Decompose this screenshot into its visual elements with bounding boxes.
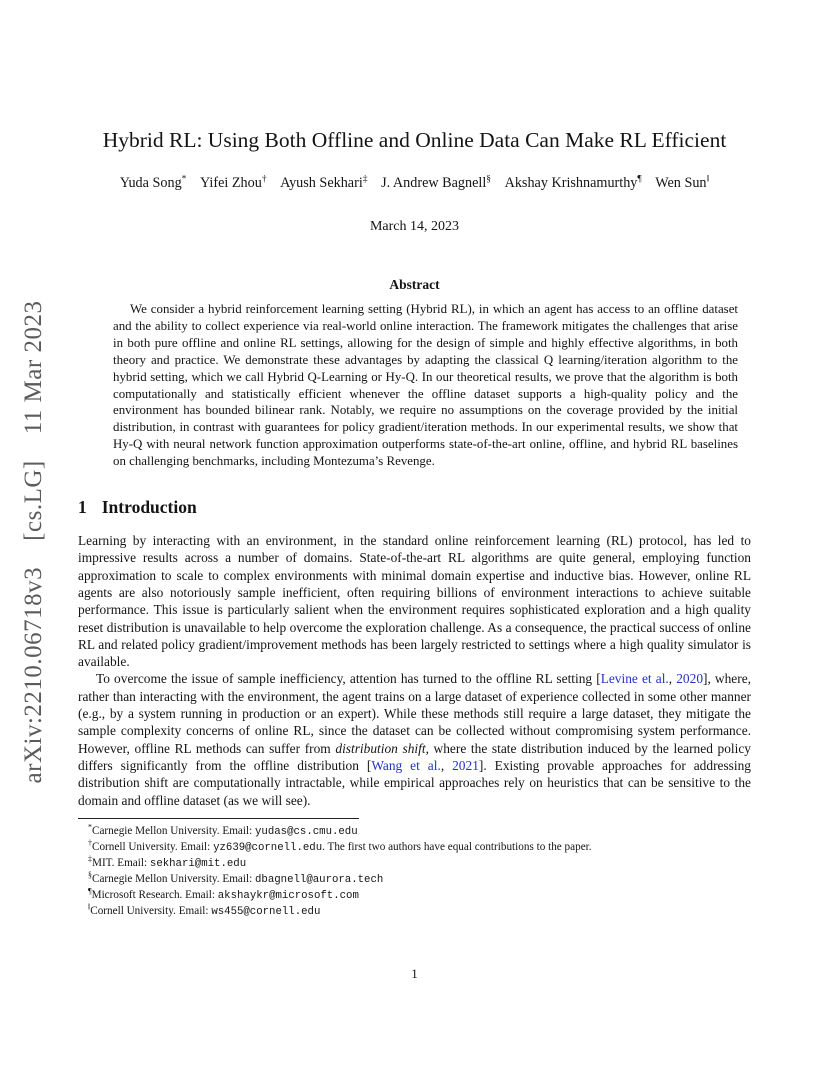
author-4-footnote-mark: § xyxy=(486,174,492,185)
paragraph-text: , xyxy=(440,757,453,773)
footnote-5 xyxy=(78,888,751,904)
abstract-text: We consider a hybrid reinforcement learning setting (Hybrid RL), in which an agent has access to an offline dataset and the ability to collect experience via real-world online interaction. The framework mitigates the challenges that arise in both pure offline and online RL settings, allowing for the design of simple and highly effective algorithms, in both theory and practice. We demonstrate these advantages by adapting the classical Q learning/iteration algorithm to the hybrid setting, which we call Hybrid Q-Learning or Hy-Q. In our theoretical results, we prove that the algorithm is both computationally and statistically efficient whenever the offline dataset supports a high-quality policy and the environment has bounded bilinear rank. Notably, we require no assumptions on the coverage provided by the initial distribution, in contrast with guarantees for policy gradient/iteration methods. In our experimental results, we show that Hy-Q with neural network function approximation outperforms state-of-the-art online, offline, and hybrid RL baselines on challenging benchmarks, including Montezuma’s Revenge. xyxy=(113,302,738,469)
paper-content xyxy=(78,0,751,920)
author-3 xyxy=(280,175,367,192)
author-5-footnote-mark: ¶ xyxy=(637,174,642,185)
author-3-footnote-mark: ‡ xyxy=(362,174,368,185)
footnote-4-mark: § xyxy=(88,870,92,880)
author-5-name: Akshay Krishnamurthy xyxy=(504,175,638,191)
publication-date: March 14, 2023 xyxy=(369,219,460,234)
emphasis-distribution-shift: distribution shift xyxy=(335,740,426,756)
footnote-2-email: yz639@cornell.edu xyxy=(213,841,323,854)
footnote-5-text: Microsoft Research. Email: xyxy=(91,888,218,901)
section-number: 1 xyxy=(78,497,87,518)
footnote-6-text: Cornell University. Email: xyxy=(90,904,212,917)
paragraph-text: ]. Existing provable approaches for addressing distribution shift are computationally intractable, while empirical approaches rely on heuristics that can be sensitive to the domain and offline dataset (as we will see). xyxy=(78,757,751,808)
footnote-2-text: Cornell University. Email: xyxy=(92,840,214,853)
author-1-name: Yuda Song xyxy=(119,175,182,191)
citation-levine-2020-authors[interactable]: Levine et al. xyxy=(600,671,669,687)
author-6 xyxy=(655,175,709,192)
footnote-6 xyxy=(78,904,751,920)
footnote-4-email: dbagnell@aurora.tech xyxy=(255,873,384,886)
author-5 xyxy=(505,175,642,192)
footnotes-block xyxy=(78,824,751,920)
paper-title: Hybrid RL: Using Both Offline and Online Data Can Make RL Efficient xyxy=(102,128,727,152)
author-6-name: Wen Sun xyxy=(655,175,707,191)
footnote-1 xyxy=(78,824,751,840)
footnote-2-mark: † xyxy=(88,838,92,848)
intro-paragraph-2 xyxy=(78,670,751,808)
arxiv-watermark: arXiv:2210.06718v3 [cs.LG] 11 Mar 2023 xyxy=(20,300,47,784)
author-2 xyxy=(200,175,267,192)
author-2-footnote-mark: † xyxy=(261,174,267,185)
page-number: 1 xyxy=(411,966,418,981)
paragraph-text: ], where, rather than interacting with the environment, the agent trains on a large dataset of experience collected in some other manner (e.g., by a system running in production or an expert). While these methods still require a large dataset, they mitigate the sample complexity concerns of online RL, since the dataset can be collected without compromising system performance. However, offline RL methods can suffer from xyxy=(78,671,751,756)
citation-wang-2021-authors[interactable]: Wang et al. xyxy=(371,757,441,773)
paragraph-text: , xyxy=(668,671,677,687)
intro-paragraph-1: Learning by interacting with an environment, in the standard online reinforcement learning (RL) protocol, has led to impressive results across a number of domains. State-of-the-art RL algorithms are quite general, employing function approximation to scale to complex environments with minimal domain expertise and inductive bias. However, online RL agents are also notoriously sample inefficient, often requiring billions of environment interactions to achieve suitable performance. This issue is particularly salient when the environment requires sophisticated exploration and a high quality reset distribution is unavailable to help overcome the exploration challenge. As a consequence, the practical success of online RL and related policy gradient/improvement methods has been largely restricted to settings where a high quality simulator is available. xyxy=(78,533,751,670)
footnote-3-mark: ‡ xyxy=(88,854,92,864)
author-3-name: Ayush Sekhari xyxy=(280,175,363,191)
author-line xyxy=(78,175,751,192)
footnote-divider xyxy=(78,818,359,819)
footnote-2 xyxy=(78,840,751,856)
footnote-1-mark: * xyxy=(88,822,92,832)
author-4 xyxy=(381,175,491,192)
footnote-1-email: yudas@cs.cmu.edu xyxy=(255,825,358,838)
footnote-6-email: ws455@cornell.edu xyxy=(211,905,321,918)
footnote-3-text: MIT. Email: xyxy=(92,856,150,869)
abstract-heading: Abstract xyxy=(389,277,440,292)
footnote-1-text: Carnegie Mellon University. Email: xyxy=(92,824,256,837)
citation-levine-2020-year[interactable]: 2020 xyxy=(676,671,704,687)
footnote-4-text: Carnegie Mellon University. Email: xyxy=(92,872,256,885)
abstract-section xyxy=(78,277,751,470)
author-2-name: Yifei Zhou xyxy=(199,175,262,191)
author-6-footnote-mark: ‖ xyxy=(706,174,710,185)
author-1 xyxy=(120,175,187,192)
section-title: Introduction xyxy=(101,497,197,518)
footnote-4 xyxy=(78,872,751,888)
footnote-3-email: sekhari@mit.edu xyxy=(149,857,247,870)
footnote-6-mark: ‖ xyxy=(88,902,91,912)
author-1-footnote-mark: * xyxy=(181,174,187,185)
footnote-5-mark: ¶ xyxy=(88,886,92,896)
footnote-5-email: akshaykr@microsoft.com xyxy=(217,889,359,902)
paragraph-text: To overcome the issue of sample inefficiency, attention has turned to the offline RL setting [ xyxy=(96,671,601,687)
author-4-name: J. Andrew Bagnell xyxy=(381,175,487,191)
citation-wang-2021-year[interactable]: 2021 xyxy=(452,757,479,773)
section-heading-introduction xyxy=(78,497,751,518)
footnote-3 xyxy=(78,856,751,872)
paragraph-text: , where the state distribution induced by the learned policy differs significantly from the offline distribution [ xyxy=(78,740,751,773)
footnote-2-suffix: . The first two authors have equal contributions to the paper. xyxy=(322,840,592,853)
